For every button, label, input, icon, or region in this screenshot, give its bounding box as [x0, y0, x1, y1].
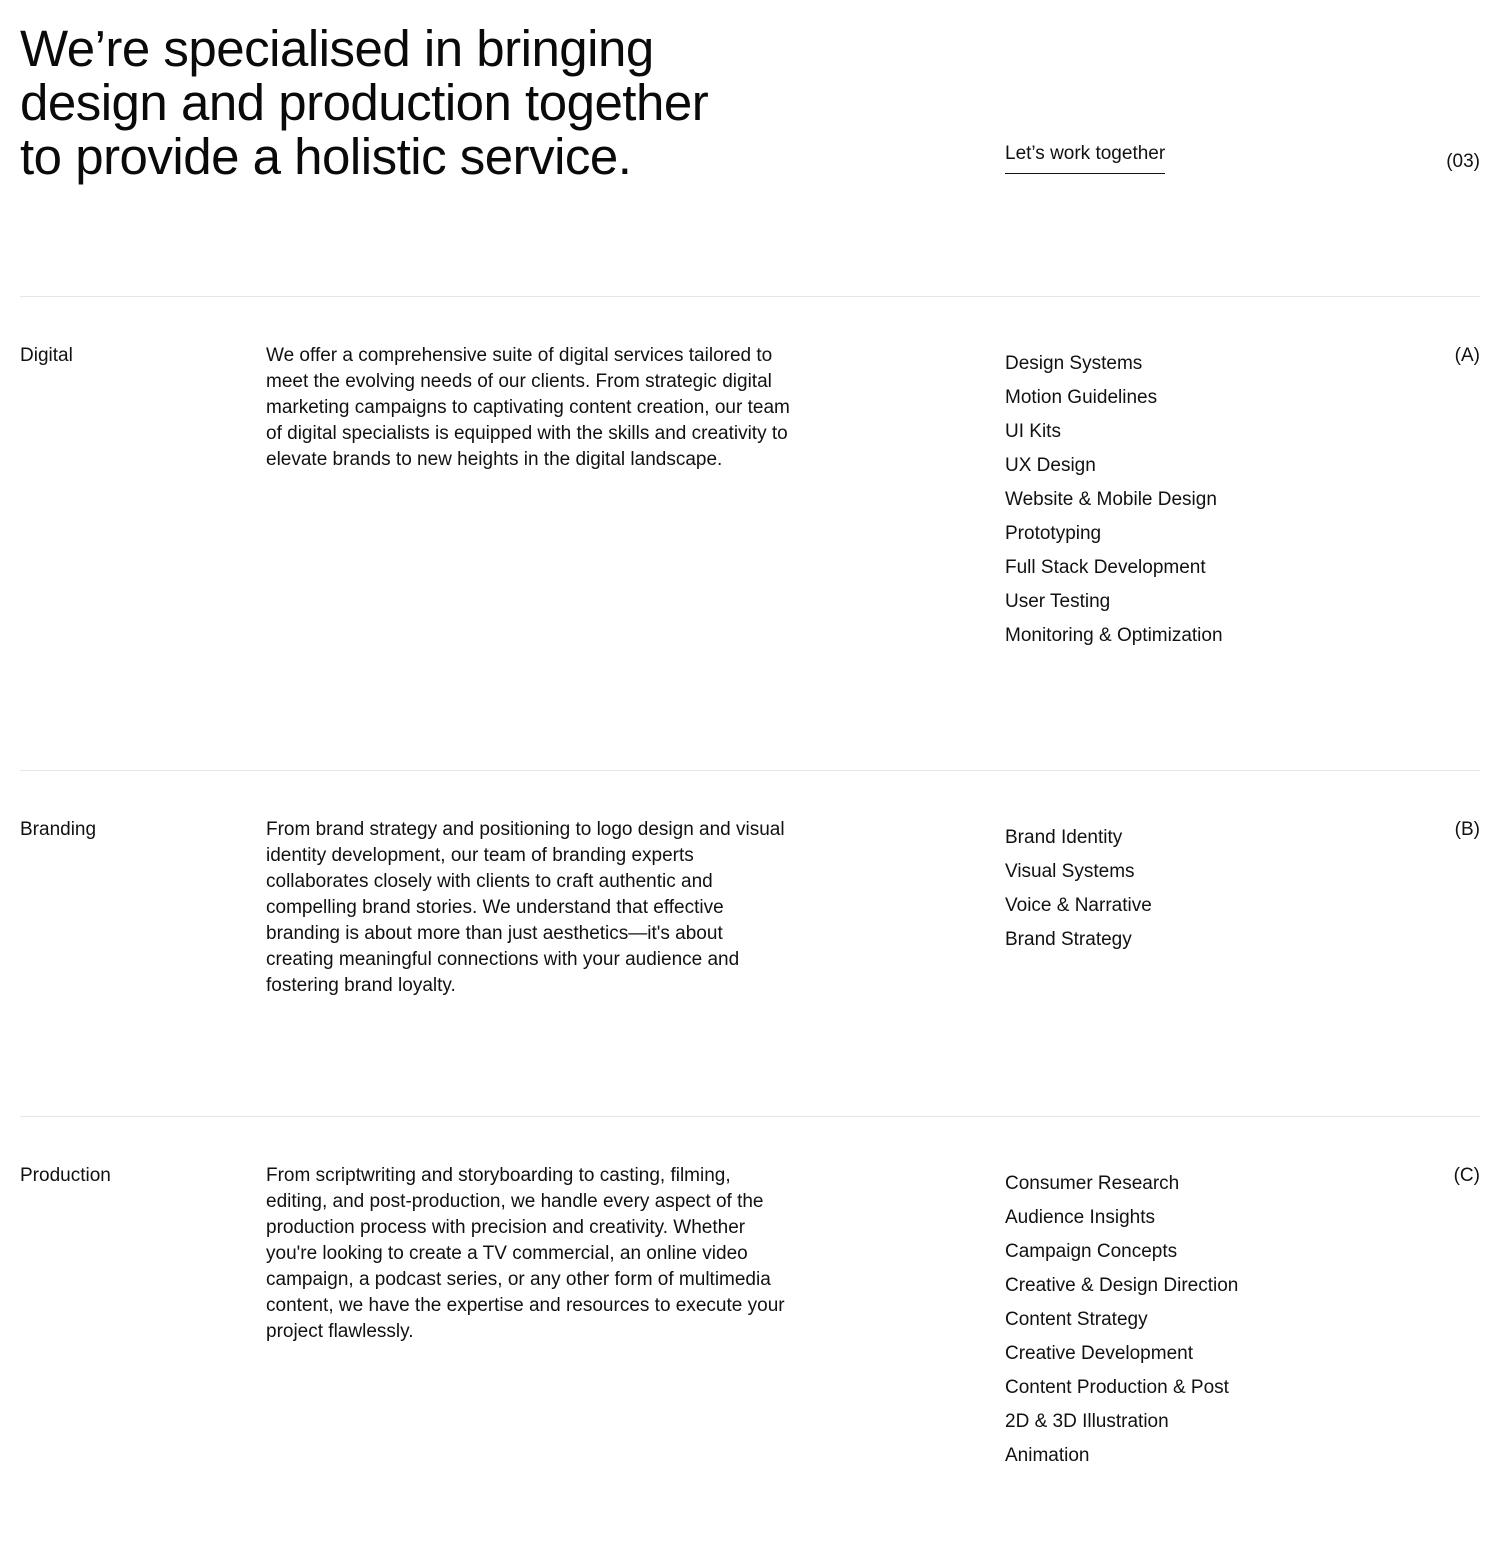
headline-line: We’re specialised in bringing: [20, 20, 654, 77]
divider: [20, 770, 1480, 771]
service-item: Visual Systems: [1005, 861, 1135, 882]
service-item: Brand Strategy: [1005, 929, 1132, 950]
headline-line: design and production together: [20, 74, 709, 131]
service-items-list: [1005, 347, 1223, 653]
service-item: Design Systems: [1005, 353, 1143, 374]
service-item: User Testing: [1005, 591, 1111, 612]
service-item: Campaign Concepts: [1005, 1241, 1178, 1262]
service-item: Audience Insights: [1005, 1207, 1155, 1228]
service-letter: (B): [1454, 819, 1480, 840]
service-item: Motion Guidelines: [1005, 387, 1158, 408]
service-description: We offer a comprehensive suite of digital services tailored to meet the evolving needs of our clients. From strategic digital marketing campaigns to captivating content creation, our team of digital specialists is equipped with the skills and creativity to elevate brands to new heights in the digital landscape.: [266, 345, 790, 470]
service-item: Prototyping: [1005, 523, 1102, 544]
service-name: Branding: [20, 819, 97, 840]
service-item: Creative & Design Direction: [1005, 1275, 1239, 1296]
page-headline: [20, 22, 820, 184]
service-letter: (A): [1454, 345, 1480, 366]
service-description: From brand strategy and positioning to logo design and visual identity development, our team of branding experts collaborates closely with clients to craft authentic and compelling brand stories. We understand that effective branding is about more than just aesthetics—it's about creating meaningful connections with your audience and fostering brand loyalty.: [266, 819, 785, 996]
work-together-link[interactable]: Let’s work together: [1005, 143, 1165, 174]
service-item: Website & Mobile Design: [1005, 489, 1217, 510]
headline-line: to provide a holistic service.: [20, 128, 632, 185]
service-items-list: [1005, 1167, 1238, 1473]
service-item: Animation: [1005, 1445, 1090, 1466]
divider: [20, 296, 1480, 297]
service-item: Content Production & Post: [1005, 1377, 1229, 1398]
service-name: Digital: [20, 345, 73, 366]
service-letter: (C): [1453, 1165, 1480, 1186]
service-item: UX Design: [1005, 455, 1096, 476]
service-item: Monitoring & Optimization: [1005, 625, 1223, 646]
service-description: From scriptwriting and storyboarding to casting, filming, editing, and post-production, we handle every aspect of the production process with precision and creativity. Whether you're looking to create a TV commercial, an online video campaign, a podcast series, or any other form of multimedia content, we have the expertise and resources to execute your project flawlessly.: [266, 1165, 785, 1342]
divider: [20, 1116, 1480, 1117]
service-item: 2D & 3D Illustration: [1005, 1411, 1169, 1432]
service-item: Voice & Narrative: [1005, 895, 1152, 916]
service-item: Content Strategy: [1005, 1309, 1148, 1330]
service-item: Creative Development: [1005, 1343, 1193, 1364]
service-item: Brand Identity: [1005, 827, 1123, 848]
service-item: UI Kits: [1005, 421, 1061, 442]
service-name: Production: [20, 1165, 111, 1186]
service-item: Consumer Research: [1005, 1173, 1180, 1194]
service-items-list: [1005, 821, 1152, 957]
service-item: Full Stack Development: [1005, 557, 1206, 578]
section-number: (03): [1446, 151, 1480, 172]
